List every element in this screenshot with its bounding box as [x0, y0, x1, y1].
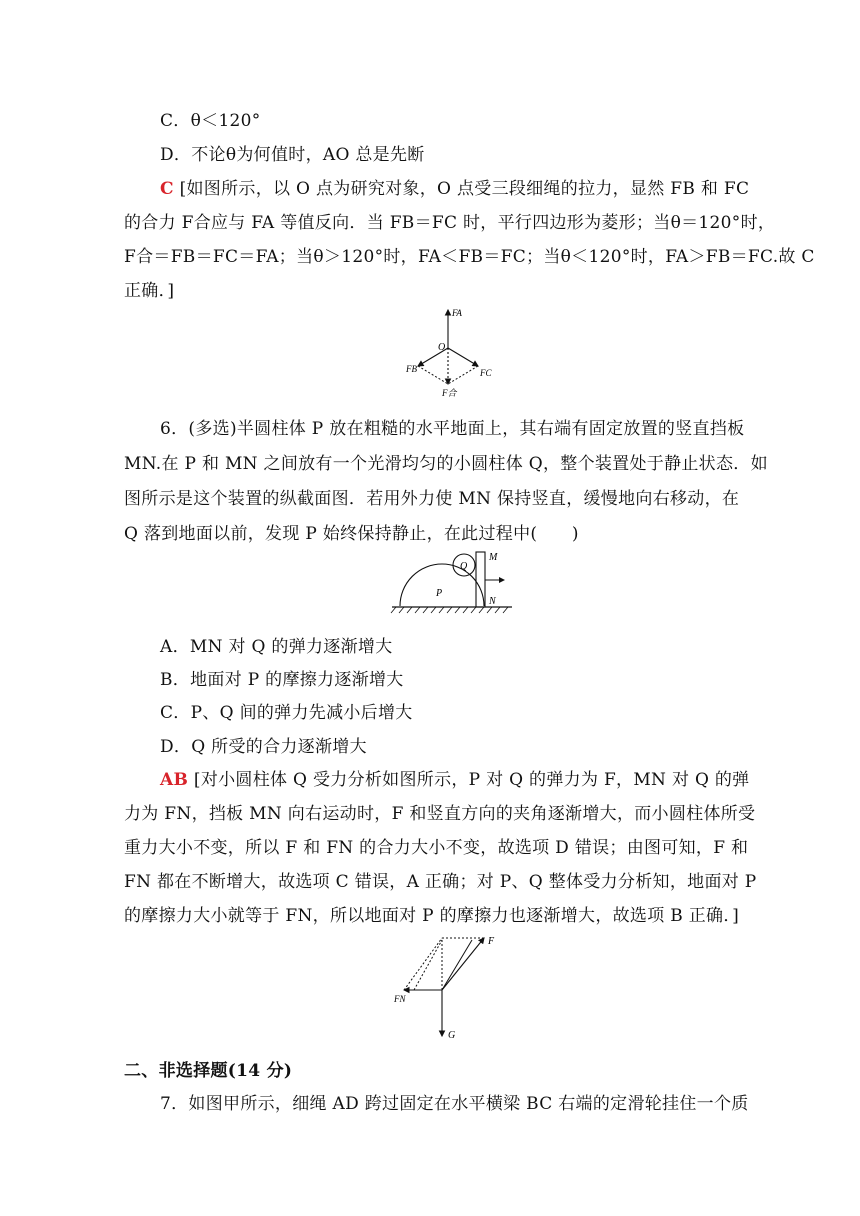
question-6-line-1: 6．(多选)半圆柱体 P 放在粗糙的水平地面上，其右端有固定放置的竖直挡板: [160, 419, 745, 439]
question-6-line-2: MN.在 P 和 MN 之间放有一个光滑均匀的小圆柱体 Q，整个装置处于静止状态．如: [124, 454, 768, 474]
left-dashed: [404, 938, 442, 990]
answer-6-text: [对小圆柱体 Q 受力分析如图所示，P 对 Q 的弹力为 F，MN 对 Q 的弹: [193, 770, 750, 790]
left-dashed-alt: [414, 940, 442, 990]
question-6-line-3: 图所示是这个装置的纵截面图．若用外力使 MN 保持竖直，缓慢地向右移动，在: [124, 489, 740, 509]
q-label: Q: [460, 561, 468, 572]
force-diagram-o: [396, 302, 500, 398]
answer-5-line-3: F合＝FB＝FC＝FA；当θ＞120°时，FA＜FB＝FC；当θ＜120°时，FA＞FB＝FC.故 C: [124, 247, 815, 267]
answer-5-text: [如图所示，以 O 点为研究对象，O 点受三段细绳的拉力，显然 FB 和 FC: [179, 179, 750, 199]
parallelogram-edge-left: [418, 366, 448, 384]
f-arrow: [442, 938, 484, 990]
fc-label: FC: [480, 368, 492, 378]
p-label: P: [436, 588, 443, 599]
fc-arrow: [448, 348, 478, 366]
option-b: B．地面对 P 的摩擦力逐渐增大: [160, 670, 404, 690]
option-d: D．Q 所受的合力逐渐增大: [160, 737, 367, 757]
answer-6-line-4: FN 都在不断增大，故选项 C 错误，A 正确；对 P、Q 整体受力分析知，地面对 P: [124, 872, 757, 892]
answer-5-line-2: 的合力 F合应与 FA 等值反向．当 FB＝FC 时，平行四边形为菱形；当θ＝120°时，: [124, 213, 776, 233]
n-label: N: [489, 596, 496, 607]
answer-6-first-line: [160, 765, 780, 790]
g-label: G: [448, 1030, 456, 1041]
answer-5-letter: C: [160, 179, 174, 199]
section-heading: 二、非选择题(14 分): [124, 1061, 293, 1081]
question-6-line-4: Q 落到地面以前，发现 P 始终保持静止，在此过程中( ): [124, 524, 579, 544]
fn-label: FN: [394, 994, 406, 1004]
f-arrow-alt: [442, 940, 472, 990]
answer-6-line-5: 的摩擦力大小就等于 FN，所以地面对 P 的摩擦力也逐渐增大，故选项 B 正确．]: [124, 906, 740, 926]
answer-6-line-2: 力为 FN，挡板 MN 向右运动时，F 和竖直方向的夹角逐渐增大，而小圆柱体所受: [124, 804, 756, 824]
half-cylinder-p: [400, 564, 484, 606]
answer-6-line-3: 重力大小不变，所以 F 和 FN 的合力大小不变，故选项 D 错误；由图可知，F 和: [124, 838, 749, 858]
force-analysis-q: [386, 928, 506, 1044]
fa-label: FA: [452, 308, 462, 318]
option-a: A．MN 对 Q 的弹力逐渐增大: [160, 637, 393, 657]
option-c-line: C．θ＜120°: [160, 111, 261, 131]
option-c: C．P、Q 间的弹力先减小后增大: [160, 703, 413, 723]
question-7-line-1: 7．如图甲所示，细绳 AD 跨过固定在水平横梁 BC 右端的定滑轮挂住一个质: [160, 1094, 749, 1114]
option-d-line: D．不论θ为何值时，AO 总是先断: [160, 145, 425, 165]
o-label: O: [438, 342, 446, 353]
answer-5-first-line: [160, 174, 780, 199]
fb-label: FB: [406, 364, 417, 374]
cylinder-setup-diagram: [388, 546, 518, 616]
resultant-label: F合: [442, 388, 457, 398]
f-label: F: [488, 936, 495, 947]
answer-5-line-4: 正确．]: [124, 281, 175, 301]
ground-hatching: [391, 607, 508, 613]
m-label: M: [489, 552, 498, 563]
parallelogram-edge-right: [448, 366, 478, 384]
answer-6-letters: AB: [160, 770, 189, 790]
